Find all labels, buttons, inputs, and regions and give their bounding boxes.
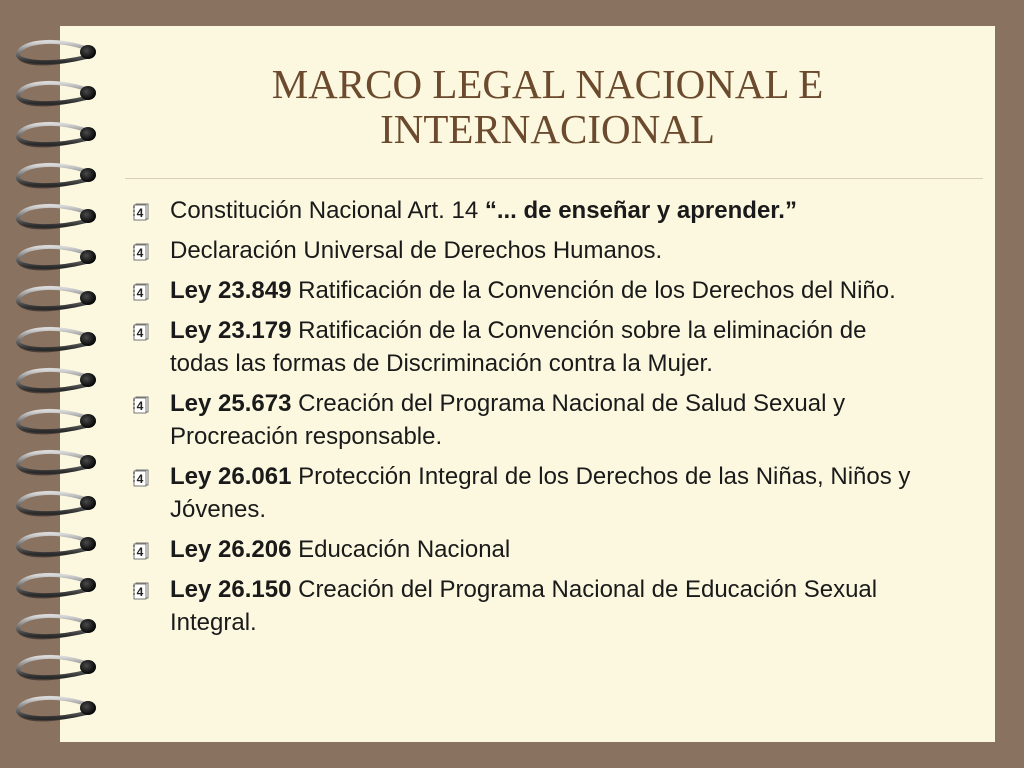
spiral-ring	[18, 165, 96, 187]
spiral-ring	[18, 370, 96, 392]
spiral-ring	[18, 575, 96, 597]
law-number: Ley 26.206	[170, 536, 292, 563]
title-divider	[125, 178, 983, 179]
bullet-list	[130, 194, 930, 646]
spiral-ring	[18, 411, 96, 433]
item-text: Ratificación de la Convención sobre la eliminación de todas las formas de Discriminación contra la Mujer.	[170, 317, 867, 377]
list-item	[130, 533, 930, 566]
list-item	[130, 387, 930, 453]
spiral-ring	[18, 657, 96, 679]
law-number: Ley 26.061	[170, 463, 292, 490]
item-text: Constitución Nacional Art. 14	[170, 197, 485, 224]
spiral-ring	[18, 247, 96, 269]
law-number: Ley 26.150	[170, 576, 292, 603]
law-number: Ley 25.673	[170, 390, 292, 417]
item-text: Declaración Universal de Derechos Humanos.	[170, 237, 663, 264]
notebook-four-icon	[130, 581, 150, 601]
notebook-four-icon	[130, 395, 150, 415]
spiral-ring	[18, 616, 96, 638]
item-text: Educación Nacional	[291, 536, 511, 563]
spiral-ring	[18, 124, 96, 146]
spiral-ring	[18, 493, 96, 515]
spiral-ring	[18, 452, 96, 474]
list-item	[130, 274, 930, 307]
notebook-four-icon	[130, 322, 150, 342]
title-line-2: INTERNACIONAL	[380, 106, 715, 152]
item-text: Creación del Programa Nacional de Salud Sexual y Procreación responsable.	[170, 390, 846, 450]
list-item	[130, 234, 930, 267]
list-item	[130, 573, 930, 639]
notebook-four-icon	[130, 468, 150, 488]
spiral-ring	[18, 698, 96, 720]
list-item	[130, 314, 930, 380]
spiral-ring	[18, 42, 96, 64]
item-text: Protección Integral de los Derechos de las Niñas, Niños y Jóvenes.	[170, 463, 911, 523]
notebook-four-icon	[130, 242, 150, 262]
spiral-ring	[18, 329, 96, 351]
slide-title	[115, 62, 980, 152]
law-number: Ley 23.849	[170, 277, 292, 304]
item-text: Creación del Programa Nacional de Educación Sexual Integral.	[170, 576, 878, 636]
item-quote: “... de enseñar y aprender.”	[484, 197, 797, 224]
spiral-binding	[0, 0, 110, 768]
spiral-ring	[18, 534, 96, 556]
spiral-ring	[18, 83, 96, 105]
law-number: Ley 23.179	[170, 317, 292, 344]
list-item	[130, 460, 930, 526]
item-text: Ratificación de la Convención de los Derechos del Niño.	[291, 277, 896, 304]
notebook-four-icon	[130, 541, 150, 561]
spiral-ring	[18, 206, 96, 228]
spiral-ring	[18, 288, 96, 310]
notebook-four-icon	[130, 282, 150, 302]
title-line-1: MARCO LEGAL NACIONAL E	[271, 61, 824, 107]
list-item	[130, 194, 930, 227]
notebook-four-icon	[130, 202, 150, 222]
